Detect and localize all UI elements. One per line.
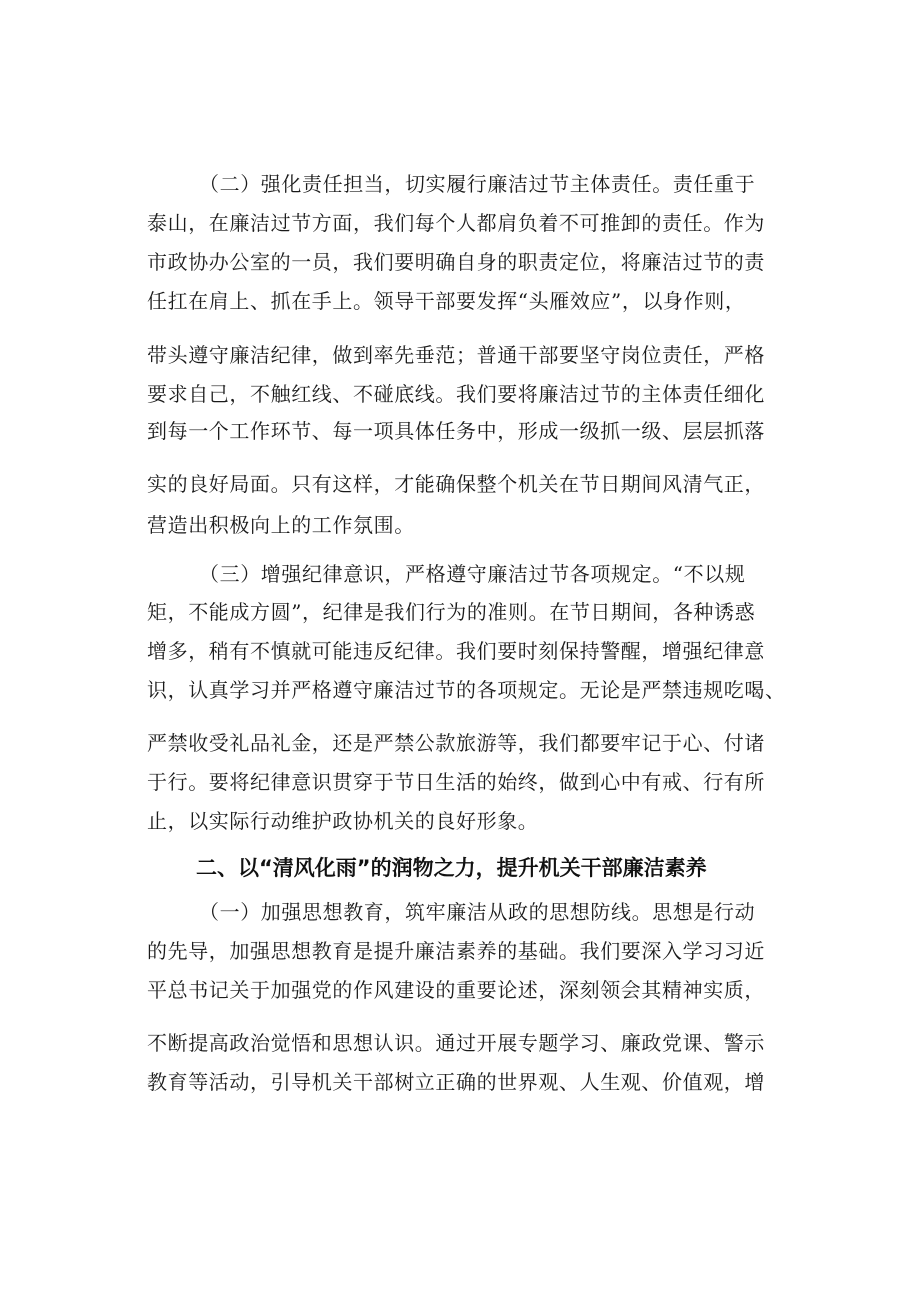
- paragraph-line: 不断提高政治觉悟和思想认识。通过开展专题学习、廉政党课、警示: [147, 1031, 765, 1055]
- paragraph-line: 任扛在肩上、抓在手上。领导干部要发挥“头雁效应”，以身作则，: [147, 289, 746, 313]
- paragraph-line: 严禁收受礼品礼金，还是严禁公款旅游等，我们都要牢记于心、付诸: [147, 731, 765, 755]
- paragraph-line: 市政协办公室的一员，我们要明确自身的职责定位，将廉洁过节的责: [147, 250, 765, 274]
- paragraph-line: 到每一个工作环节、每一项具体任务中，形成一级抓一级、层层抓落: [147, 419, 765, 443]
- paragraph-line: 于行。要将纪律意识贯穿于节日生活的始终，做到心中有戒、行有所: [147, 770, 765, 794]
- paragraph-line: （二）强化责任担当，切实履行廉洁过节主体责任。责任重于: [199, 172, 756, 196]
- paragraph-line: 要求自己，不触红线、不碰底线。我们要将廉洁过节的主体责任细化: [147, 382, 765, 406]
- section-heading: 二、以“清风化雨”的润物之力，提升机关干部廉洁素养: [196, 856, 707, 880]
- paragraph-line: 平总书记关于加强党的作风建设的重要论述，深刻领会其精神实质，: [147, 978, 765, 1002]
- paragraph-line: （一）加强思想教育，筑牢廉洁从政的思想防线。思想是行动: [199, 900, 756, 924]
- paragraph-line: 泰山，在廉洁过节方面，我们每个人都肩负着不可推卸的责任。作为: [147, 211, 765, 235]
- paragraph-line: 矩，不能成方圆”，纪律是我们行为的准则。在节日期间，各种诱惑: [147, 600, 756, 624]
- paragraph-line: （三）增强纪律意识，严格遵守廉洁过节各项规定。“不以规: [199, 562, 746, 586]
- paragraph-line: 的先导，加强思想教育是提升廉洁素养的基础。我们要深入学习习近: [147, 939, 765, 963]
- paragraph-line: 带头遵守廉洁纪律，做到率先垂范；普通干部要坚守岗位责任，严格: [147, 343, 765, 367]
- paragraph-line: 识，认真学习并严格遵守廉洁过节的各项规定。无论是严禁违规吃喝、: [147, 678, 786, 702]
- paragraph-line: 增多，稍有不慎就可能违反纪律。我们要时刻保持警醒，增强纪律意: [147, 639, 765, 663]
- paragraph-line: 止，以实际行动维护政协机关的良好形象。: [147, 809, 539, 833]
- paragraph-line: 教育等活动，引导机关干部树立正确的世界观、人生观、价值观，增: [147, 1070, 765, 1094]
- paragraph-line: 实的良好局面。只有这样，才能确保整个机关在节日期间风清气正，: [147, 472, 765, 496]
- paragraph-line: 营造出积极向上的工作氛围。: [147, 513, 415, 537]
